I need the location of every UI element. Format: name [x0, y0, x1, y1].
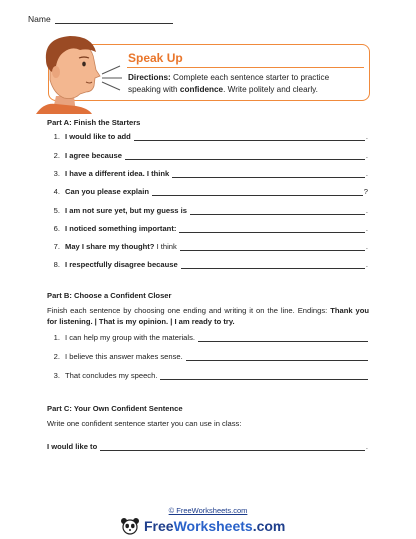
part-a-item[interactable]: [46, 151, 368, 160]
answer-line[interactable]: [181, 261, 365, 269]
end-punctuation: .: [365, 206, 368, 215]
part-c-instruction: Write one confident sentence starter you can use in class:: [47, 419, 242, 428]
answer-line[interactable]: [198, 334, 368, 342]
item-number: 4.: [53, 187, 60, 196]
answer-line[interactable]: [172, 170, 365, 178]
end-punctuation: .: [365, 151, 368, 160]
item-number: 3.: [53, 371, 60, 380]
name-field[interactable]: [28, 14, 173, 24]
part-a-heading: Part A: Finish the Starters: [47, 118, 141, 127]
answer-line[interactable]: [190, 207, 365, 215]
boy-face-illustration: [34, 30, 134, 114]
item-number: 6.: [53, 224, 60, 233]
part-a-item[interactable]: [46, 187, 368, 196]
part-a-item[interactable]: [46, 206, 368, 215]
directions-text: [128, 72, 364, 96]
part-a-item[interactable]: [46, 242, 368, 251]
part-b-heading: Part B: Choose a Confident Closer: [47, 291, 172, 300]
sentence-starter: I would like to: [47, 442, 98, 451]
sentence-text: I can help my group with the materials.: [65, 333, 195, 342]
name-label: Name: [28, 14, 51, 24]
part-b-item[interactable]: [46, 352, 368, 361]
answer-line[interactable]: [160, 372, 368, 380]
part-c-heading: Part C: Your Own Confident Sentence: [47, 404, 183, 413]
part-b-item[interactable]: [46, 371, 368, 380]
end-punctuation: .: [365, 132, 368, 141]
starter-bold: May I share my thought?: [65, 242, 155, 251]
item-number: 5.: [53, 206, 60, 215]
endings-label: Endings:: [297, 306, 328, 315]
item-number: 2.: [53, 151, 60, 160]
answer-line[interactable]: [100, 443, 365, 451]
part-a-item[interactable]: [46, 260, 368, 269]
item-number: 1.: [53, 333, 60, 342]
end-punctuation: .: [365, 442, 368, 451]
directions-part-1: Complete each sentence starter to practice speaking with: [128, 73, 330, 94]
end-punctuation: .: [365, 242, 368, 251]
logo-free: Free: [144, 518, 174, 534]
endings-options: Thank you for listening. | That is my opinion. | I am ready to try.: [47, 306, 369, 326]
sentence-starter: I noticed something important:: [65, 224, 177, 233]
logo-dotcom: .com: [252, 518, 286, 534]
answer-line[interactable]: [186, 353, 368, 361]
sentence-starter: I respectfully disagree because: [65, 260, 178, 269]
part-a-item[interactable]: [46, 132, 368, 141]
item-number: 2.: [53, 352, 60, 361]
starter-plain: I think: [154, 242, 177, 251]
directions-emphasis: confidence: [179, 85, 224, 94]
sentence-starter: I agree because: [65, 151, 122, 160]
part-c-item[interactable]: [47, 442, 368, 451]
copyright-link[interactable]: © FreeWorksheets.com: [168, 506, 248, 515]
item-number: 8.: [53, 260, 60, 269]
directions-label: Directions:: [128, 73, 171, 82]
item-number: 7.: [53, 242, 60, 251]
site-logo[interactable]: [120, 516, 320, 536]
answer-line[interactable]: [125, 152, 365, 160]
logo-worksheets: Worksheets: [173, 518, 253, 534]
end-punctuation: .: [365, 169, 368, 178]
item-number: 1.: [53, 132, 60, 141]
directions-part-2: . Write politely and clearly.: [223, 85, 318, 94]
sentence-starter: [65, 242, 177, 251]
answer-line[interactable]: [152, 188, 363, 196]
part-a-item[interactable]: [46, 224, 368, 233]
end-punctuation: .: [365, 224, 368, 233]
end-punctuation: ?: [363, 187, 368, 196]
end-punctuation: .: [365, 260, 368, 269]
answer-line[interactable]: [134, 133, 365, 141]
sentence-text: I believe this answer makes sense.: [65, 352, 183, 361]
answer-line[interactable]: [180, 243, 365, 251]
title-divider: [127, 67, 364, 68]
logo-text: [144, 518, 285, 534]
panda-logo-icon: [120, 517, 140, 535]
answer-line[interactable]: [179, 225, 365, 233]
part-a-item[interactable]: [46, 169, 368, 178]
sentence-starter: Can you please explain: [65, 187, 149, 196]
worksheet-title: Speak Up: [128, 51, 183, 65]
name-line[interactable]: [55, 15, 173, 24]
sentence-starter: I am not sure yet, but my guess is: [65, 206, 187, 215]
sentence-starter: I have a different idea. I think: [65, 169, 170, 178]
part-b-item[interactable]: [46, 333, 368, 342]
instruction-text: Finish each sentence by choosing one ending and writing it on the line.: [47, 306, 295, 315]
sentence-starter: I would like to add: [65, 132, 131, 141]
item-number: 3.: [53, 169, 60, 178]
sentence-text: That concludes my speech.: [65, 371, 158, 380]
part-b-instruction: [47, 306, 369, 327]
